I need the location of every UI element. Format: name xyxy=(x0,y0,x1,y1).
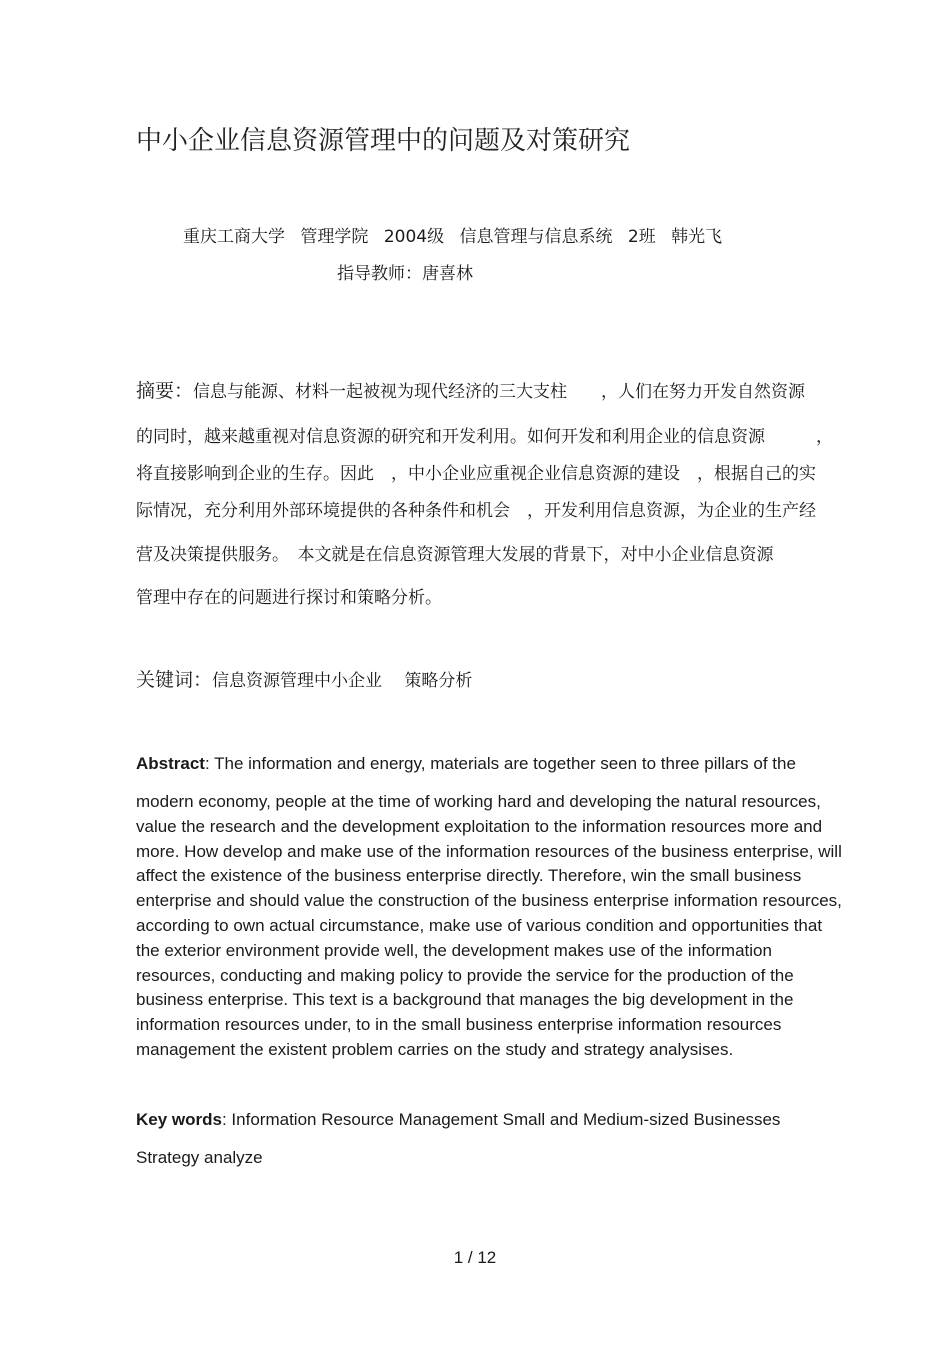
author-name: 韩光飞 xyxy=(671,227,723,247)
abstract-cn-label: 摘要： xyxy=(136,380,194,402)
abstract-en-label: Abstract xyxy=(136,754,205,773)
keywords-en-line-2: Strategy analyze xyxy=(136,1148,263,1167)
abstract-en-line: enterprise and should value the construction of the business enterprise information resources, xyxy=(136,891,842,911)
abstract-cn-line-4: 际情况，充分利用外部环境提供的各种条件和机会 ，开发利用信息资源，为企业的生产经 xyxy=(136,501,816,521)
abstract-cn-line-3: 将直接影响到企业的生存。因此 ，中小企业应重视企业信息资源的建设 ，根据自己的实 xyxy=(136,464,816,484)
abstract-en-first-line xyxy=(136,754,796,774)
author-cohort: 2004级 xyxy=(383,227,445,247)
abstract-cn-line-5: 营及决策提供服务。 本文就是在信息资源管理大发展的背景下，对中小企业信息资源 xyxy=(136,545,774,565)
keywords-cn xyxy=(136,665,472,692)
abstract-en-line: more. How develop and make use of the information resources of the business enterprise, will xyxy=(136,841,842,861)
abstract-en-line: the exterior environment provide well, the development makes use of the information xyxy=(136,940,772,960)
advisor-line: 指导教师：唐喜林 xyxy=(337,264,473,284)
author-university: 重庆工商大学 xyxy=(183,227,285,247)
abstract-en-line: modern economy, people at the time of working hard and developing the natural resources, xyxy=(136,792,821,811)
abstract-cn-line-2: 的同时，越来越重视对信息资源的研究和开发利用。如何开发和利用企业的信息资源 ， xyxy=(136,427,833,447)
abstract-en-line: management the existent problem carries on the study and strategy analysises. xyxy=(136,1039,734,1059)
author-major: 信息管理与信息系统 xyxy=(459,227,613,247)
keywords-en-label: Key words xyxy=(136,1110,222,1129)
abstract-en-line: value the research and the development exploitation to the information resources more and xyxy=(136,816,823,836)
abstract-en-line: affect the existence of the business enterprise directly. Therefore, win the small business xyxy=(136,866,802,886)
page-title: 中小企业信息资源管理中的问题及对策研究 xyxy=(136,126,631,156)
abstract-cn-line-6: 管理中存在的问题进行探讨和策略分析。 xyxy=(136,588,442,608)
keywords-en-text: : Information Resource Management Small and Medium-sized Businesses xyxy=(221,1110,781,1129)
keywords-en xyxy=(136,1110,780,1130)
keywords-cn-text: 信息资源管理中小企业 策略分析 xyxy=(212,671,473,691)
abstract-en-line: resources, conducting and making policy to provide the service for the production of the xyxy=(136,965,794,985)
abstract-en-body xyxy=(136,790,896,1063)
abstract-en-line: information resources under, to in the small business enterprise information resources xyxy=(136,1015,782,1035)
abstract-en-line: business enterprise. This text is a background that manages the big development in the xyxy=(136,990,794,1010)
abstract-en-line: according to own actual circumstance, make use of various condition and opportunities that xyxy=(136,915,823,935)
abstract-cn-line-1: 摘要：信息与能源、材料一起被视为现代经济的三大支柱 ，人们在努力开发自然资源 xyxy=(136,380,806,402)
page-number: 1 / 12 xyxy=(453,1248,497,1267)
keywords-cn-label: 关键词： xyxy=(136,669,213,691)
abstract-en-first-text: : The information and energy, materials are together seen to three pillars of the xyxy=(204,754,796,773)
author-school: 管理学院 xyxy=(300,227,369,247)
author-class: 2班 xyxy=(627,227,656,247)
author-line xyxy=(183,222,732,247)
